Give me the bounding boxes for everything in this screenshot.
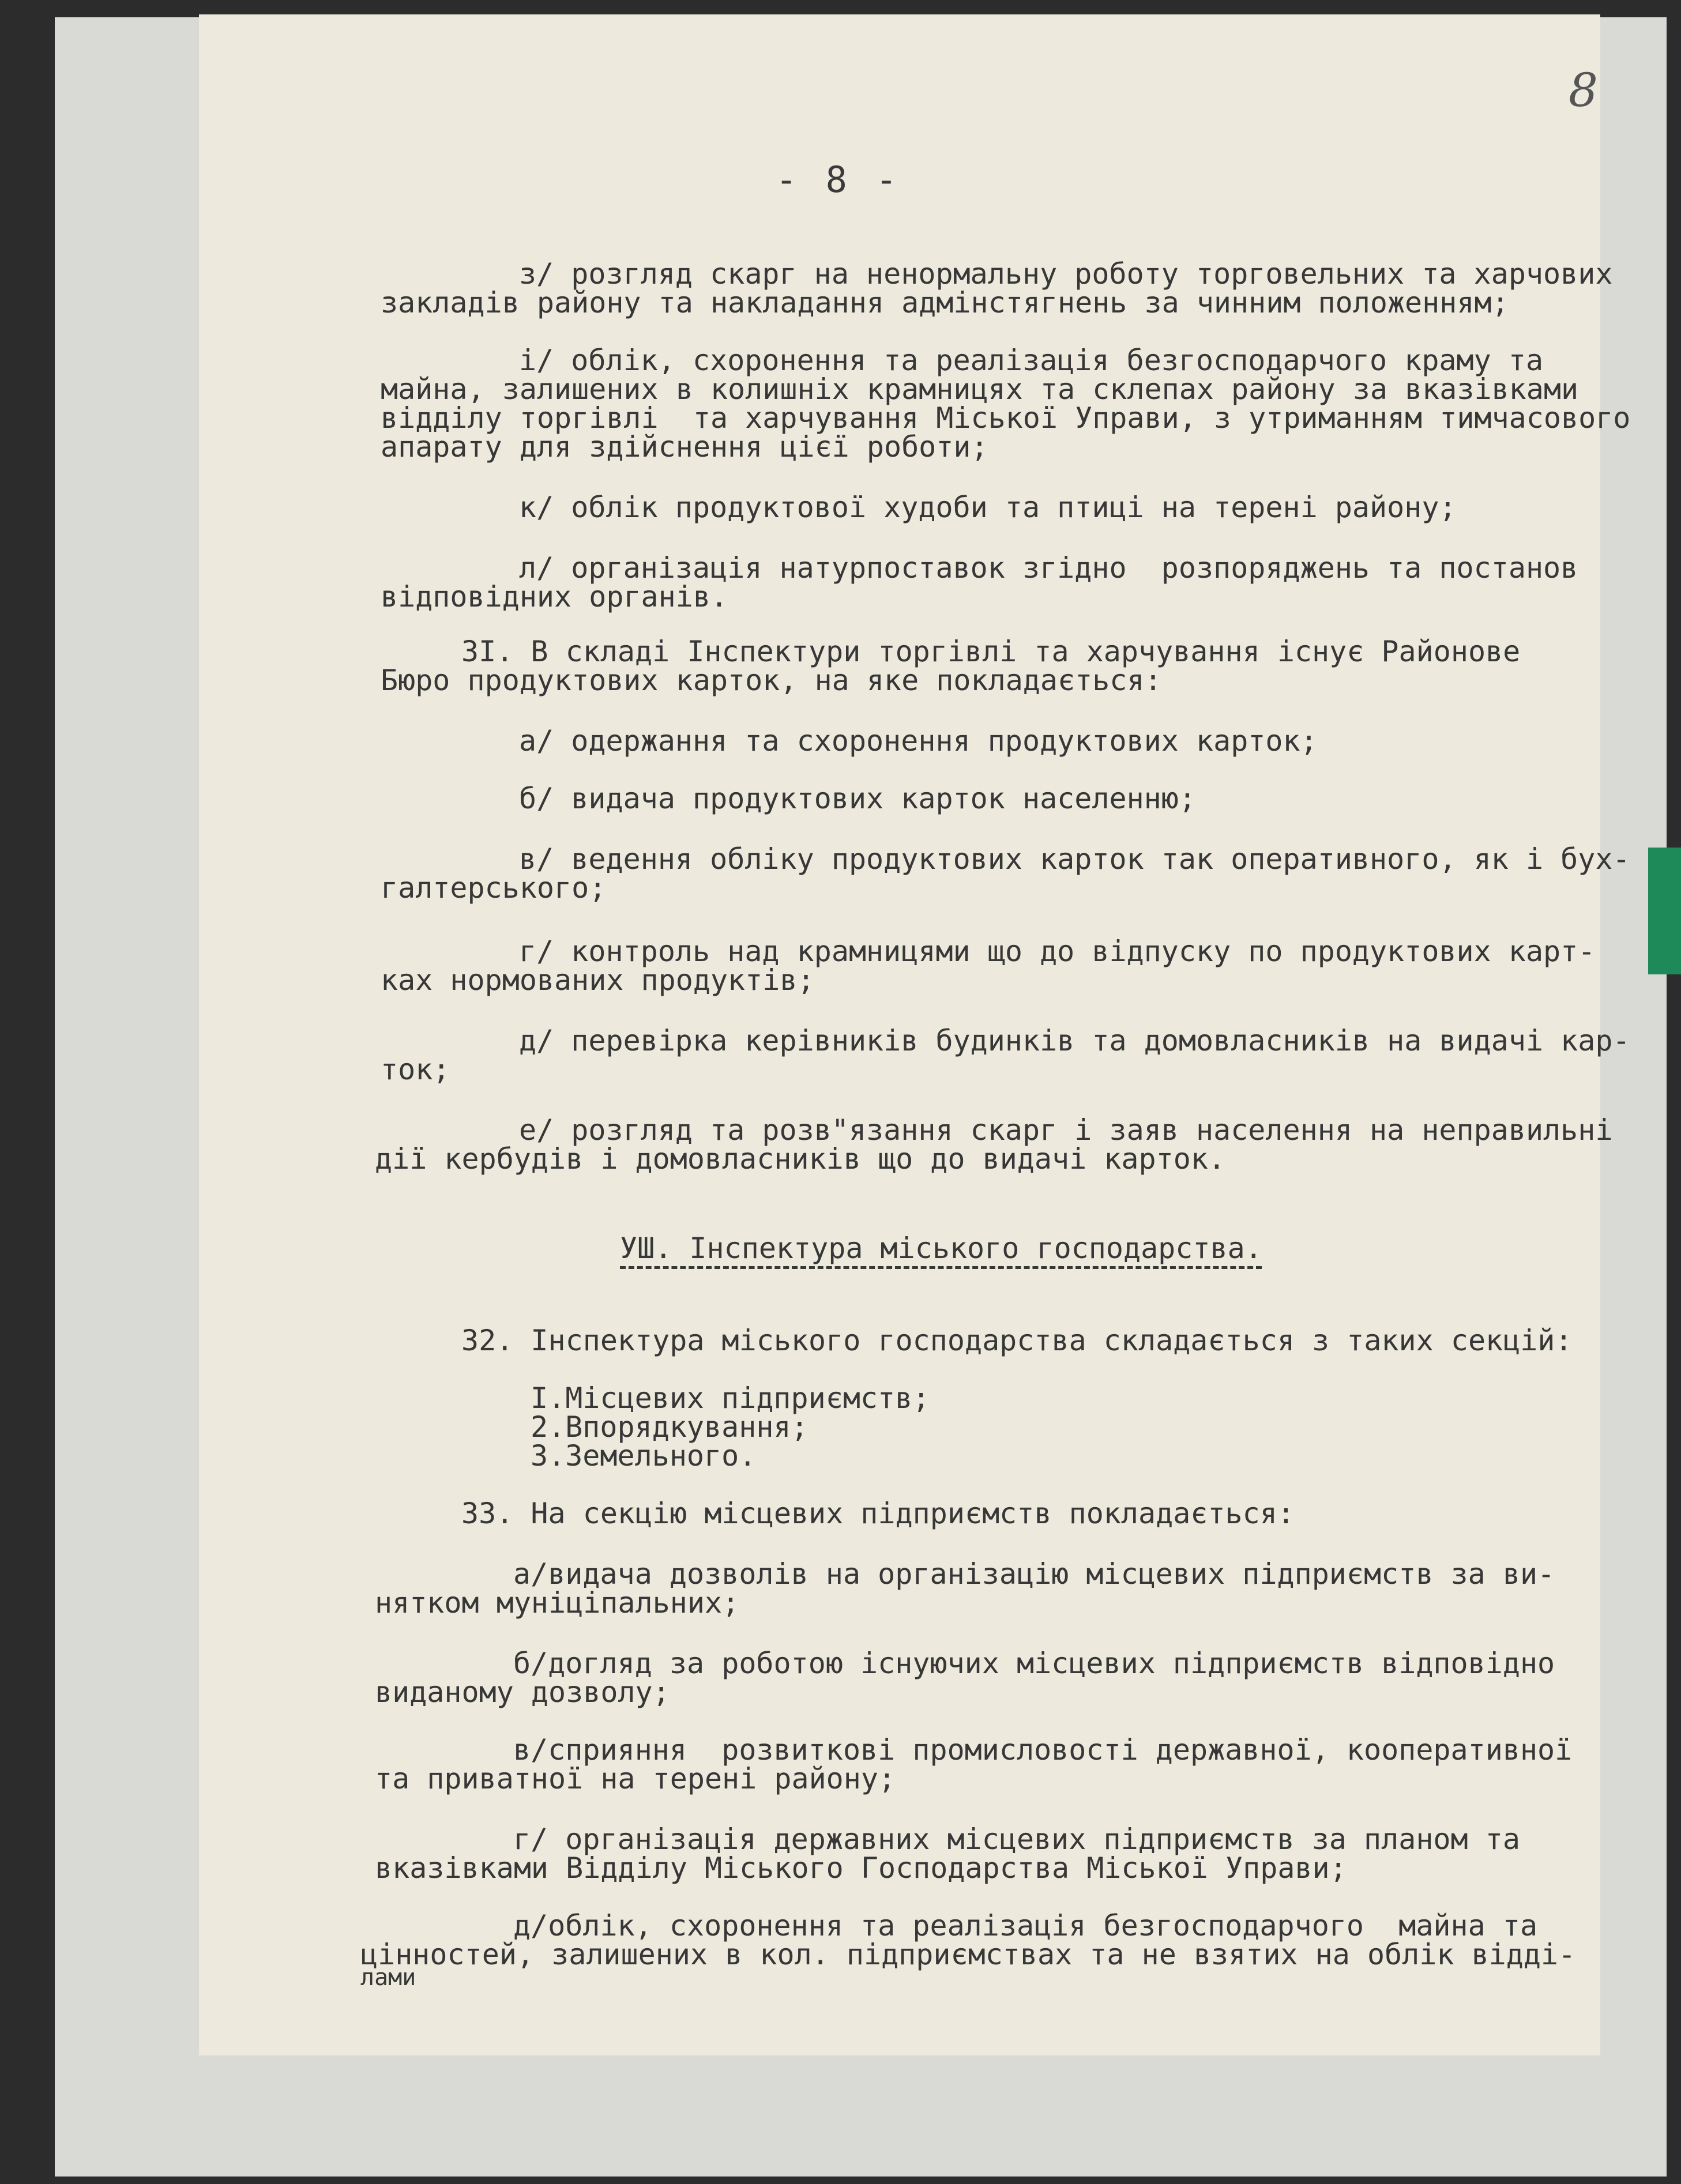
text-line: і/ облік, схоронення та реалізація безгосподарчого краму та	[519, 344, 1544, 377]
text-line: а/ одержання та схоронення продуктових карток;	[519, 724, 1318, 758]
text-line: 3І. В складі Інспектури торгівлі та харчування існує Районове	[461, 635, 1521, 668]
text-line: та приватної на терені району;	[375, 1762, 896, 1795]
text-line: б/догляд за роботою існуючих місцевих підприємств відповідно	[513, 1647, 1555, 1680]
text-line: д/облік, схоронення та реалізація безгосподарчого майна та	[513, 1909, 1538, 1942]
text-line: б/ видача продуктових карток населенню;	[519, 782, 1196, 815]
text-line: відділу торгівлі та харчування Міської Управи, з утриманням тимчасового	[381, 401, 1631, 435]
handwritten-page-number: 8	[1569, 63, 1598, 117]
text-line: л/ організація натурпоставок згідно розпоряджень та постанов	[519, 551, 1578, 585]
text-line: е/ розгляд та розв"язання скарг і заяв населення на неправильні	[519, 1113, 1613, 1147]
text-line: з/ розгляд скарг на ненормальну роботу торговельних та харчових	[519, 257, 1613, 291]
text-line: г/ контроль над крамницями що до відпуску по продуктових карт-	[519, 935, 1596, 968]
list-item: 2.Впорядкування;	[531, 1410, 808, 1444]
text-line: нятком муніціпальних;	[375, 1586, 740, 1620]
text-line: лами	[360, 1964, 416, 1991]
list-item: 3.Земельного.	[531, 1439, 757, 1473]
section-heading: УШ. Інспектура міського господарства.	[620, 1232, 1262, 1265]
text-line: ток;	[381, 1053, 450, 1086]
text-line: 33. На секцію місцевих підприємств покладається:	[461, 1497, 1295, 1530]
text-line: цінностей, залишених в кол. підприємствах та не взятих на облік відді-	[360, 1938, 1576, 1971]
text-line: закладів району та накладання адмінстягнень за чинним положенням;	[381, 286, 1509, 319]
text-line: відповідних органів.	[381, 580, 728, 613]
green-tab-edge	[1648, 848, 1681, 974]
text-line: в/сприяння розвиткові промисловості державної, кооперативної	[513, 1733, 1573, 1767]
text-line: Бюро продуктових карток, на яке покладається:	[381, 664, 1162, 697]
text-line: г/ організація державних місцевих підприємств за планом та	[513, 1822, 1520, 1856]
text-line: галтерського;	[381, 871, 607, 905]
page-number: - 8 -	[776, 159, 901, 201]
text-line: вказівками Відділу Міського Господарства Міської Управи;	[375, 1851, 1347, 1885]
text-line: апарату для здійснення цієї роботи;	[381, 430, 988, 464]
text-line: майна, залишених в колишніх крамницях та склепах району за вказівками	[381, 372, 1579, 406]
text-line: а/видача дозволів на організацію місцевих підприємств за ви-	[513, 1557, 1555, 1591]
text-line: виданому дозволу;	[375, 1675, 670, 1709]
text-line: 32. Інспектура міського господарства складається з таких секцій:	[461, 1324, 1573, 1357]
text-line: ках нормованих продуктів;	[381, 963, 815, 997]
text-line: в/ ведення обліку продуктових карток так оперативного, як і бух-	[519, 842, 1630, 876]
text-line: дії кербудів і домовласників що до видачі карток.	[375, 1142, 1226, 1176]
text-line: к/ облік продуктової худоби та птиці на терені району;	[519, 491, 1457, 524]
text-line: д/ перевірка керівників будинків та домовласників на видачі кар-	[519, 1024, 1630, 1057]
list-item: І.Місцевих підприємств;	[531, 1381, 930, 1415]
